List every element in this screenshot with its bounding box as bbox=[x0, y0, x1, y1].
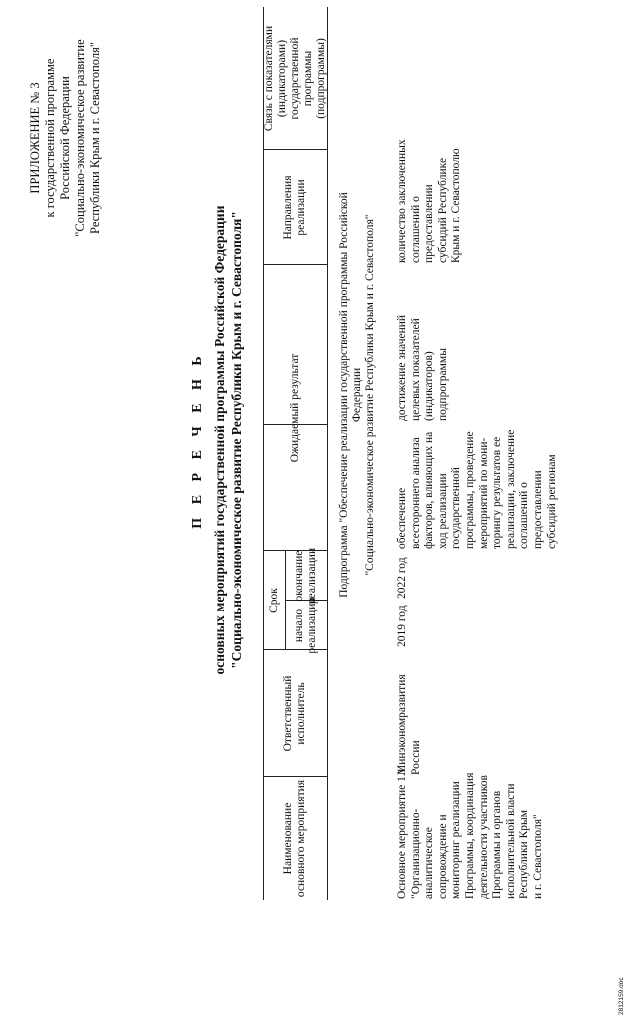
cell-line: мониторинг реализации bbox=[450, 781, 463, 899]
cell-line: Крым и г. Севастополю bbox=[450, 148, 463, 263]
document-subtitle: основных мероприятий государственной программы Российской Федерации bbox=[212, 205, 227, 675]
document-title: П Е Р Е Ч Е Н Ь bbox=[190, 351, 205, 529]
header-start-text bbox=[293, 597, 319, 653]
cell-line: сопровождение и bbox=[436, 814, 449, 899]
header-text-line: основного мероприятия bbox=[295, 779, 307, 898]
cell-line: факторов, влияющих на bbox=[423, 431, 436, 549]
appendix-block bbox=[28, 13, 103, 263]
row-directions-cell bbox=[396, 315, 450, 421]
header-name-text bbox=[282, 780, 308, 897]
header-text-line: реализации bbox=[295, 179, 307, 236]
header-text-line: Наименование bbox=[282, 802, 294, 875]
cell-line: исполнительной власти bbox=[504, 783, 517, 899]
cell-line: количество заключенных bbox=[396, 139, 408, 263]
cell-line: ход реализации bbox=[436, 473, 449, 549]
cell-line: мероприятий по мони- bbox=[477, 437, 490, 549]
cell-line: субсидий Республике bbox=[436, 157, 449, 263]
cell-line: Республики Крым bbox=[518, 810, 531, 899]
cell-line: "Организационно- bbox=[409, 808, 422, 899]
subprogram-line: Подпрограмма "Обеспечение реализации государственной программы Российской Федерации bbox=[338, 192, 363, 598]
cell-line: аналитическое bbox=[423, 827, 436, 899]
header-text-line: исполнитель bbox=[295, 682, 307, 745]
row-executor-cell bbox=[396, 674, 423, 775]
appendix-line: ПРИЛОЖЕНИЕ № 3 bbox=[28, 82, 42, 194]
header-text-line: Срок bbox=[267, 588, 280, 613]
row-end-cell: 2022 год bbox=[396, 557, 408, 599]
subprogram-line: "Социально-экономическое развитие Республики Крым и г. Севастополя" bbox=[364, 214, 376, 576]
cell-line: субсидий регионам bbox=[545, 454, 558, 549]
cell-line: государственной bbox=[450, 467, 463, 549]
header-term bbox=[263, 551, 285, 650]
cell-line: и г. Севастополя" bbox=[531, 814, 544, 899]
cell-line: достижение значений bbox=[396, 314, 408, 421]
table-header-bottom-border bbox=[327, 7, 328, 900]
row-name-cell bbox=[396, 767, 546, 899]
header-text-line: реализации bbox=[306, 547, 318, 605]
document-file-code: 2812159.doc bbox=[618, 977, 625, 1015]
header-directions bbox=[263, 150, 327, 265]
cell-line: всестороннего анализа bbox=[409, 437, 422, 549]
appendix-line: к государственной программе bbox=[43, 58, 57, 218]
header-result-text bbox=[289, 354, 302, 463]
header-link-text bbox=[263, 26, 328, 131]
header-text-line: Ожидаемый результат bbox=[288, 353, 301, 463]
cell-line: Минэкономразвития bbox=[396, 674, 408, 775]
cell-line: Основное мероприятие 1.1 bbox=[396, 767, 408, 899]
appendix-line: Республики Крым и г. Севастополя" bbox=[88, 42, 102, 234]
header-text-line: (индикаторами) bbox=[275, 39, 288, 118]
cell-line: подпрограммы bbox=[436, 348, 449, 421]
cell-line: предоставлении bbox=[423, 184, 436, 263]
header-text-line: Связь с показателями bbox=[262, 25, 275, 132]
cell-line: России bbox=[409, 740, 422, 775]
program-name: "Социально-экономическое развитие Республики Крым и г. Севастополя" bbox=[229, 211, 244, 669]
header-executor bbox=[263, 650, 327, 777]
header-directions-text bbox=[282, 176, 308, 240]
header-start bbox=[285, 597, 327, 654]
header-text-line: реализации bbox=[306, 597, 318, 654]
cell-line: целевых показателей bbox=[409, 318, 422, 421]
header-text-line: окончание bbox=[293, 550, 305, 602]
header-result bbox=[263, 265, 327, 551]
cell-line: (индикаторов) bbox=[423, 351, 436, 421]
row-start-cell: 2019 год bbox=[396, 605, 408, 647]
appendix-line: "Социально-экономическое развитие bbox=[73, 39, 87, 237]
cell-line: соглашений о bbox=[518, 482, 531, 549]
row-result-cell bbox=[396, 430, 559, 549]
header-text-line: программы bbox=[301, 50, 314, 107]
header-term-text bbox=[268, 588, 281, 613]
header-text-line: начало bbox=[293, 608, 305, 643]
row-link-cell bbox=[396, 139, 464, 263]
header-text-line: Направления bbox=[282, 175, 294, 240]
cell-line: Программы и органов bbox=[491, 790, 504, 899]
header-end-text bbox=[293, 548, 319, 604]
cell-line: предоставлении bbox=[531, 470, 544, 549]
header-text-line: (подпрограммы) bbox=[314, 38, 327, 119]
subprogram-title bbox=[338, 185, 377, 605]
cell-line: деятельности участников bbox=[477, 775, 490, 899]
cell-line: соглашений о bbox=[409, 196, 422, 263]
cell-line: Программы, координация bbox=[463, 772, 476, 899]
cell-line: торингу результатов ее bbox=[491, 436, 504, 549]
cell-line: реализации, заключение bbox=[504, 429, 517, 549]
cell-line: программы, проведение bbox=[463, 431, 476, 549]
header-executor-text bbox=[282, 676, 308, 752]
cell-line: обеспечение bbox=[396, 487, 408, 549]
header-link bbox=[263, 7, 327, 150]
header-name bbox=[263, 777, 327, 900]
appendix-line: Российской Федерации bbox=[58, 76, 72, 200]
header-end bbox=[285, 547, 327, 605]
header-text-line: Ответственный bbox=[282, 675, 294, 752]
header-text-line: государственной bbox=[288, 37, 301, 120]
